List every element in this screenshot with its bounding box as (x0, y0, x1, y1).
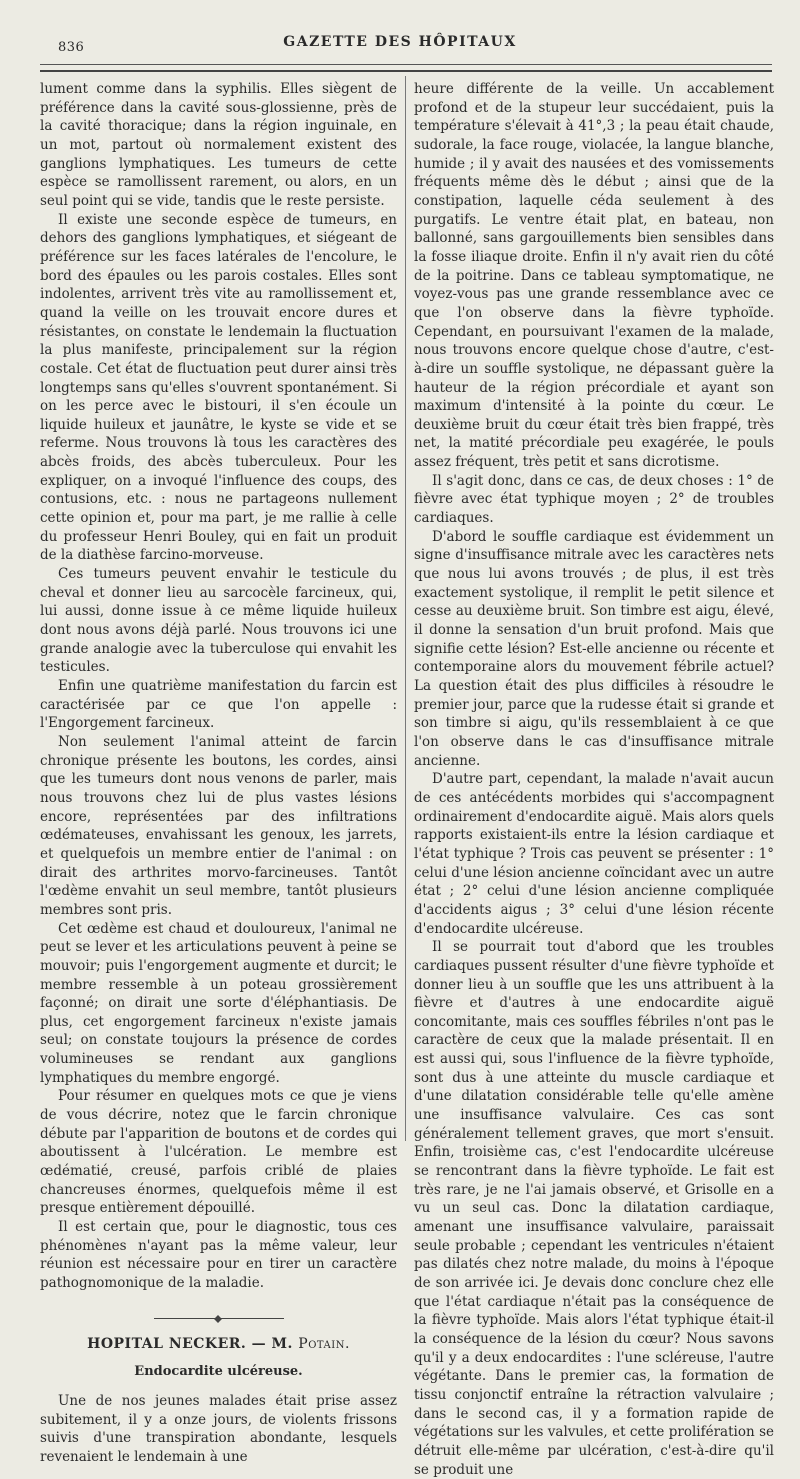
header-rule (40, 64, 772, 65)
right-column (414, 80, 774, 1479)
column-divider (405, 76, 406, 1141)
paragraph: D'abord le souffle cardiaque est évidemment un signe d'insuffisance mitrale avec les caractères nets que nous lui avons trouvés ; de plus, il est très exactement systolique, il remplit le petit silence et cesse au deuxième bruit. Son timbre est aigu, élevé, il donne la sensation d'un bruit profond. Mais que signifie cette lésion? Est-elle ancienne ou récente et contemporaine alors du mouvement fébrile actuel? La question était des plus difficiles à résoudre le premier jour, parce que la rudesse était si grande et son timbre si aigu, qu'ils ressemblaient à ce que l'on observe dans le cas d'insuffisance mitrale ancienne. (414, 528, 774, 769)
paragraph: Une de nos jeunes malades était prise assez subitement, il y a onze jours, de violents frissons suivis d'une transpiration abondante, lesquels revenaient le lendemain à une (40, 1392, 397, 1465)
section-author: Potain. (298, 1335, 350, 1352)
paragraph: Non seulement l'animal atteint de farcin chronique présente les boutons, les cordes, ainsi que les tumeurs dont nous venons de parler, mais nous trouvons chez lui de plus vastes lésions encore, représentées par des infiltrations œdémateuses, envahissant les genoux, les jarrets, et quelquefois un membre entier de l'animal : on dirait des arthrites morvo-farcineuses. Tantôt l'œdème envahit un seul membre, tantôt plusieurs membres sont pris. (40, 733, 397, 918)
paragraph: Il est certain que, pour le diagnostic, tous ces phénomènes n'ayant pas la même valeur, leur réunion est nécessaire pour en tirer un caractère pathognomonique de la maladie. (40, 1219, 397, 1291)
paragraph: Cet œdème est chaud et douloureux, l'animal ne peut se lever et les articulations peuvent à peine se mouvoir; puis l'engorgement augmente et durcit; le membre ressemble à un poteau grossièrement façonné; on dirait une sorte d'éléphantiasis. De plus, cet engorgement farcineux n'existe jamais seul; on constate toujours la présence de cordes volumineuses se rendant aux ganglions lymphatiques du membre engorgé. (40, 920, 397, 1086)
paragraph: heure différente de la veille. Un accablement profond et de la stupeur leur succédaient, puis la température s'élevait à 41°,3 ; la peau était chaude, sudorale, la face rouge, violacée, la langue blanche, humide ; il y avait des nausées et des vomissements fréquents même dès le début ; ainsi que de la constipation, laquelle céda seulement à des purgatifs. Le ventre était plat, en bateau, non ballonné, sans gargouillements bien sensibles dans la fosse iliaque droite. Enfin il n'y avait rien du côté de la poitrine. Dans ce tableau symptomatique, ne voyez-vous pas une grande ressemblance avec ce que l'on observe dans la fièvre typhoïde. Cependant, en poursuivant l'examen de la malade, nous trouvons encore quelque chose d'autre, c'est-à-dire un souffle systolique, ne dépassant guère la hauteur de la région précordiale et ayant son maximum d'intensité à la pointe du cœur. Le deuxième bruit du cœur était très bien frappé, très net, la matité précordiale peu exagérée, le pouls assez fréquent, très petit et sans dicrotisme. (414, 81, 774, 471)
paragraph: Il s'agit donc, dans ce cas, de deux choses : 1° de fièvre avec état typhique moyen ; 2° de troubles cardiaques. (414, 472, 774, 527)
page-number: 836 (58, 40, 85, 55)
section-separator (154, 1315, 284, 1323)
paragraph: Il se pourrait tout d'abord que les troubles cardiaques pussent résulter d'une fièvre typhoïde et donner lieu à un souffle que les uns attribuent à la fièvre et d'autres à une endocardite aiguë concomitante, mais ces souffles fébriles n'ont pas le caractère de ceux que la malade présentait. Il en est aussi qui, sous l'influence de la fièvre typhoïde, sont dus à une atteinte du muscle cardiaque et d'une dilatation considérable telle qu'elle amène une insuffisance valvulaire. Ces cas sont généralement tellement graves, que mort s'ensuit. Enfin, troisième cas, c'est l'endocardite ulcéreuse se rencontrant dans la fièvre typhoïde. Le fait est très rare, je ne l'ai jamais observé, et Grisolle en a vu un seul cas. Donc la dilatation cardiaque, amenant une insuffisance valvulaire, paraissait seule probable ; cependant les ventricules n'étaient pas dilatés chez notre malade, du moins à l'époque de son arrivée ici. Je devais donc conclure chez elle que l'état cardiaque n'était pas la conséquence de la fièvre typhoïde. Mais alors l'état typhique était-il la conséquence de la lésion du cœur? Nous savons qu'il y a deux endocardites : l'une scléreuse, l'autre végétante. Dans le premier cas, la formation de tissu conjonctif entraîne la rétraction valvulaire ; dans le second cas, il y a formation rapide de végétations sur les valvules, et cette prolifération se détruit elle-même par ulcération, c'est-à-dire qu'il se produit une (414, 939, 774, 1478)
section-title (40, 1335, 397, 1354)
subsection-title: Endocardite ulcéreuse. (134, 1364, 303, 1380)
paragraph: D'autre part, cependant, la malade n'avait aucun de ces antécédents morbides qui s'accompagnent ordinairement d'endocardite aiguë. Mais alors quels rapports existaient-ils entre la lésion cardiaque et l'état typhique ? Trois cas peuvent se présenter : 1° celui d'une lésion ancienne coïncidant avec un autre état ; 2° celui d'une lésion ancienne compliquée d'accidents aigus ; 3° celui d'une lésion récente d'endocardite ulcéreuse. (414, 771, 774, 937)
paragraph: Il existe une seconde espèce de tumeurs, en dehors des ganglions lymphatiques, et siégeant de préférence sur les faces latérales de l'encolure, le bord des épaules ou les parois costales. Elles sont indolentes, arrivent très vite au ramollissement et, quand la veille on les trouvait encore dures et résistantes, on constate le lendemain la fluctuation la plus manifeste, principalement sur la région costale. Cet état de fluctuation peut durer ainsi très longtemps sans qu'elles s'ouvrent spontanément. Si on les perce avec le bistouri, il s'en écoule un liquide huileux et jaunâtre, le kyste se vide et se referme. Nous trouvons là tous les caractères des abcès froids, des abcès tuberculeux. Pour les expliquer, on a invoqué l'influence des coups, des contusions, etc. : nous ne partageons nullement cette opinion et, pour ma part, je me rallie à celle du professeur Henri Bouley, qui en fait un produit de la diathèse farcino-morveuse. (40, 211, 397, 564)
left-column (40, 80, 397, 1467)
paragraph: Enfin une quatrième manifestation du farcin est caractérisée par ce que l'on appelle : l'Engorgement farcineux. (40, 678, 397, 732)
header-rule-thick (40, 70, 772, 72)
running-title: GAZETTE DES HÔPITAUX (283, 34, 517, 50)
paragraph: Pour résumer en quelques mots ce que je viens de vous décrire, notez que le farcin chronique débute par l'apparition de boutons et de cordes qui aboutissent à l'ulcération. Le membre est œdématié, creusé, parfois criblé de plaies chancreuses énormes, quelquefois même il est presque entièrement dépouillé. (40, 1088, 397, 1217)
section-title-text: HOPITAL NECKER. — M. (87, 1335, 299, 1352)
paragraph: lument comme dans la syphilis. Elles siègent de préférence dans la cavité sous-glossienne, près de la cavité thoracique; dans la région inguinale, en un mot, partout où normalement existent des ganglions lymphatiques. Les tumeurs de cette espèce se ramollissent rarement, ou alors, en un seul point qui se vide, tandis que le reste persiste. (40, 81, 397, 209)
paragraph: Ces tumeurs peuvent envahir le testicule du cheval et donner lieu au sarcocèle farcineux, qui, lui aussi, donne issue à ce même liquide huileux dont nous avons déjà parlé. Nous trouvons ici une grande analogie avec la tuberculose qui envahit les testicules. (40, 566, 397, 676)
